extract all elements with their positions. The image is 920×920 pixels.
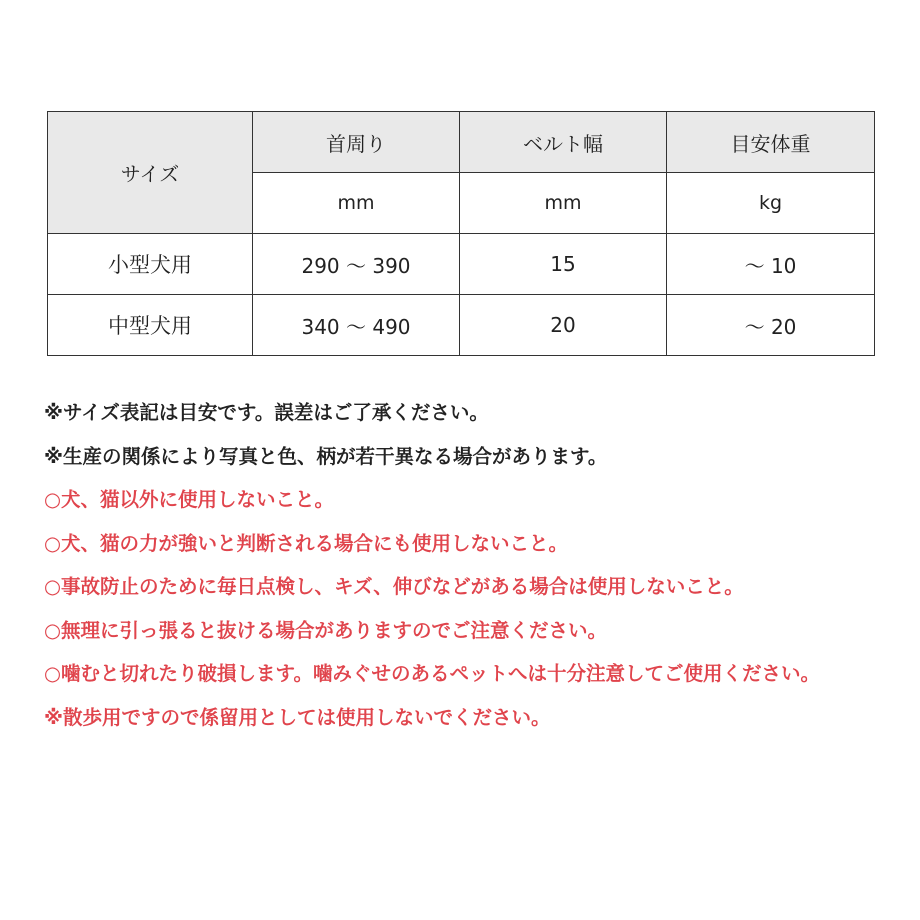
- note-mark: ○: [44, 618, 62, 642]
- caution-item: [44, 609, 874, 653]
- col-header-weight: 目安体重: [667, 112, 875, 173]
- caution-item: [44, 696, 874, 740]
- note-item: [44, 391, 874, 435]
- col-header-belt: ベルト幅: [460, 112, 667, 173]
- cell-belt: 20: [460, 295, 667, 356]
- row-label-small: 小型犬用: [48, 234, 253, 295]
- note-text: 犬、猫の力が強いと判断される場合にも使用しないこと。: [61, 531, 569, 555]
- table-row: [48, 234, 875, 295]
- table-header-row: [48, 112, 875, 173]
- note-mark: ○: [44, 531, 62, 555]
- cell-weight: ～ 20: [667, 295, 875, 356]
- cell-belt: 15: [460, 234, 667, 295]
- note-text: 生産の関係により写真と色、柄が若干異なる場合があります。: [62, 444, 608, 468]
- unit-neck: mm: [253, 173, 460, 234]
- caution-item: [44, 565, 874, 609]
- caution-item: [44, 522, 874, 566]
- note-text: 犬、猫以外に使用しないこと。: [61, 488, 335, 511]
- note-text: サイズ表記は目安です。誤差はご了承ください。: [62, 401, 489, 424]
- col-header-neck: 首周り: [253, 112, 460, 173]
- note-text: 事故防止のために毎日点検し、キズ、伸びなどがある場合は使用しないこと。: [61, 575, 744, 598]
- cell-weight: ～ 10: [667, 234, 875, 295]
- caution-item: [44, 652, 874, 696]
- note-mark: ※: [44, 444, 63, 468]
- note-mark: ※: [44, 401, 63, 424]
- note-text: 散歩用ですので係留用としては使用しないでください。: [62, 705, 551, 729]
- note-item: [44, 435, 874, 479]
- note-text: 噛むと切れたり破損します。噛みぐせのあるペットへは十分注意してご使用ください。: [61, 662, 820, 685]
- note-mark: ○: [44, 662, 62, 685]
- size-header-cell: サイズ: [48, 112, 253, 234]
- notes-list: [44, 391, 874, 739]
- note-mark: ○: [44, 488, 62, 511]
- size-table: [47, 111, 875, 356]
- cell-neck: 340 ～ 490: [253, 295, 460, 356]
- note-mark: ○: [44, 575, 62, 598]
- row-label-medium: 中型犬用: [48, 295, 253, 356]
- note-mark: ※: [44, 705, 63, 729]
- cell-neck: 290 ～ 390: [253, 234, 460, 295]
- caution-item: [44, 478, 874, 522]
- note-text: 無理に引っ張ると抜ける場合がありますのでご注意ください。: [61, 618, 608, 642]
- table-row: [48, 295, 875, 356]
- unit-belt: mm: [460, 173, 667, 234]
- unit-weight: kg: [667, 173, 875, 234]
